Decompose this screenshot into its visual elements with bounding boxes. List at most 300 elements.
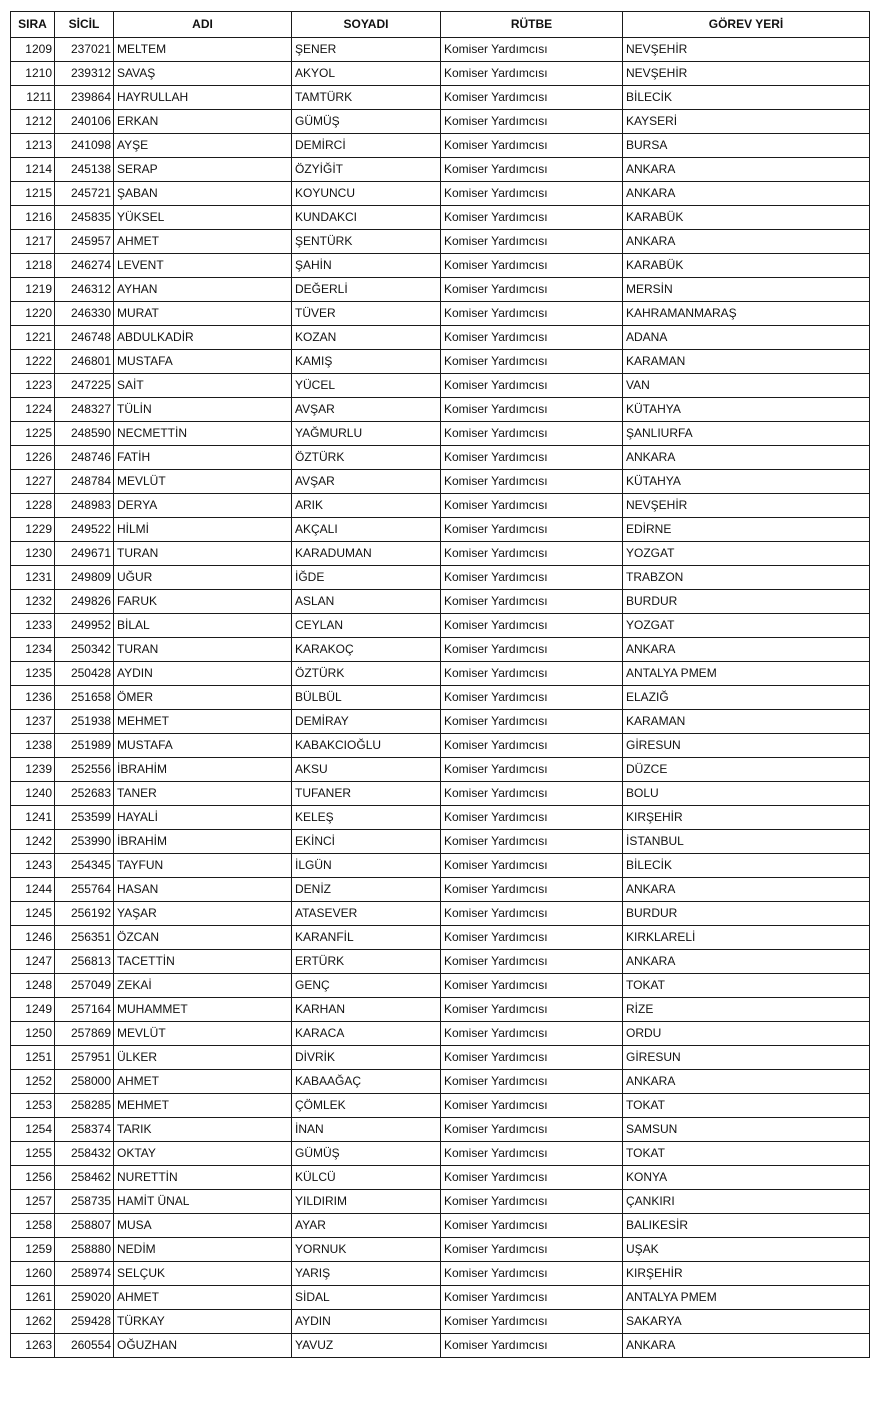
cell-soyadi: ASLAN bbox=[292, 590, 441, 614]
cell-adi: İBRAHİM bbox=[114, 758, 292, 782]
cell-adi: ÖMER bbox=[114, 686, 292, 710]
cell-gorev-yeri: BALIKESİR bbox=[623, 1214, 870, 1238]
cell-sicil: 251658 bbox=[55, 686, 114, 710]
cell-gorev-yeri: UŞAK bbox=[623, 1238, 870, 1262]
cell-adi: İBRAHİM bbox=[114, 830, 292, 854]
cell-sira: 1250 bbox=[11, 1022, 55, 1046]
cell-sicil: 256192 bbox=[55, 902, 114, 926]
cell-rutbe: Komiser Yardımcısı bbox=[441, 974, 623, 998]
table-row bbox=[11, 806, 870, 830]
cell-sira: 1242 bbox=[11, 830, 55, 854]
cell-sicil: 258374 bbox=[55, 1118, 114, 1142]
cell-sira: 1262 bbox=[11, 1310, 55, 1334]
cell-gorev-yeri: ÇANKIRI bbox=[623, 1190, 870, 1214]
cell-rutbe: Komiser Yardımcısı bbox=[441, 878, 623, 902]
cell-adi: AHMET bbox=[114, 1070, 292, 1094]
table-row bbox=[11, 1262, 870, 1286]
cell-gorev-yeri: TOKAT bbox=[623, 974, 870, 998]
cell-sicil: 246312 bbox=[55, 278, 114, 302]
cell-soyadi: AVŞAR bbox=[292, 398, 441, 422]
cell-sira: 1214 bbox=[11, 158, 55, 182]
cell-rutbe: Komiser Yardımcısı bbox=[441, 422, 623, 446]
cell-gorev-yeri: KARABÜK bbox=[623, 254, 870, 278]
table-row bbox=[11, 470, 870, 494]
table-row bbox=[11, 950, 870, 974]
table-row bbox=[11, 902, 870, 926]
cell-rutbe: Komiser Yardımcısı bbox=[441, 398, 623, 422]
table-row bbox=[11, 734, 870, 758]
table-row bbox=[11, 662, 870, 686]
cell-sicil: 257951 bbox=[55, 1046, 114, 1070]
table-row bbox=[11, 494, 870, 518]
cell-gorev-yeri: GİRESUN bbox=[623, 1046, 870, 1070]
table-row bbox=[11, 1214, 870, 1238]
cell-sira: 1233 bbox=[11, 614, 55, 638]
cell-soyadi: ÖZTÜRK bbox=[292, 662, 441, 686]
cell-gorev-yeri: ANKARA bbox=[623, 1070, 870, 1094]
table-row bbox=[11, 542, 870, 566]
cell-adi: TURAN bbox=[114, 638, 292, 662]
header-soyadi: SOYADI bbox=[292, 12, 441, 38]
cell-adi: ÖZCAN bbox=[114, 926, 292, 950]
cell-soyadi: KARHAN bbox=[292, 998, 441, 1022]
cell-gorev-yeri: ANKARA bbox=[623, 638, 870, 662]
cell-sicil: 258000 bbox=[55, 1070, 114, 1094]
table-row bbox=[11, 1070, 870, 1094]
cell-soyadi: ÖZYİĞİT bbox=[292, 158, 441, 182]
cell-sira: 1217 bbox=[11, 230, 55, 254]
cell-sira: 1219 bbox=[11, 278, 55, 302]
cell-sicil: 246748 bbox=[55, 326, 114, 350]
cell-soyadi: İLGÜN bbox=[292, 854, 441, 878]
cell-adi: HAYRULLAH bbox=[114, 86, 292, 110]
table-row bbox=[11, 422, 870, 446]
cell-adi: OĞUZHAN bbox=[114, 1334, 292, 1358]
cell-rutbe: Komiser Yardımcısı bbox=[441, 566, 623, 590]
cell-soyadi: GÜMÜŞ bbox=[292, 110, 441, 134]
cell-gorev-yeri: ANKARA bbox=[623, 950, 870, 974]
cell-sicil: 258432 bbox=[55, 1142, 114, 1166]
cell-gorev-yeri: ANKARA bbox=[623, 878, 870, 902]
cell-gorev-yeri: KARABÜK bbox=[623, 206, 870, 230]
cell-sira: 1210 bbox=[11, 62, 55, 86]
cell-rutbe: Komiser Yardımcısı bbox=[441, 494, 623, 518]
cell-gorev-yeri: ANKARA bbox=[623, 230, 870, 254]
cell-rutbe: Komiser Yardımcısı bbox=[441, 1262, 623, 1286]
cell-sicil: 256813 bbox=[55, 950, 114, 974]
cell-sicil: 248590 bbox=[55, 422, 114, 446]
cell-sicil: 239312 bbox=[55, 62, 114, 86]
cell-sira: 1238 bbox=[11, 734, 55, 758]
cell-sira: 1225 bbox=[11, 422, 55, 446]
cell-rutbe: Komiser Yardımcısı bbox=[441, 734, 623, 758]
table-row bbox=[11, 254, 870, 278]
cell-sicil: 246330 bbox=[55, 302, 114, 326]
cell-adi: OKTAY bbox=[114, 1142, 292, 1166]
cell-rutbe: Komiser Yardımcısı bbox=[441, 1286, 623, 1310]
cell-adi: ERKAN bbox=[114, 110, 292, 134]
cell-soyadi: İĞDE bbox=[292, 566, 441, 590]
cell-soyadi: TÜVER bbox=[292, 302, 441, 326]
cell-rutbe: Komiser Yardımcısı bbox=[441, 998, 623, 1022]
cell-gorev-yeri: GİRESUN bbox=[623, 734, 870, 758]
cell-adi: MEHMET bbox=[114, 1094, 292, 1118]
cell-rutbe: Komiser Yardımcısı bbox=[441, 326, 623, 350]
cell-soyadi: KOZAN bbox=[292, 326, 441, 350]
cell-gorev-yeri: KÜTAHYA bbox=[623, 470, 870, 494]
cell-soyadi: AVŞAR bbox=[292, 470, 441, 494]
cell-rutbe: Komiser Yardımcısı bbox=[441, 1142, 623, 1166]
cell-rutbe: Komiser Yardımcısı bbox=[441, 1094, 623, 1118]
cell-gorev-yeri: EDİRNE bbox=[623, 518, 870, 542]
cell-sira: 1260 bbox=[11, 1262, 55, 1286]
cell-sira: 1241 bbox=[11, 806, 55, 830]
cell-adi: HASAN bbox=[114, 878, 292, 902]
cell-rutbe: Komiser Yardımcısı bbox=[441, 854, 623, 878]
cell-soyadi: ŞENTÜRK bbox=[292, 230, 441, 254]
cell-rutbe: Komiser Yardımcısı bbox=[441, 662, 623, 686]
cell-gorev-yeri: YOZGAT bbox=[623, 614, 870, 638]
cell-adi: TARIK bbox=[114, 1118, 292, 1142]
table-row bbox=[11, 830, 870, 854]
table-row bbox=[11, 638, 870, 662]
cell-rutbe: Komiser Yardımcısı bbox=[441, 806, 623, 830]
cell-gorev-yeri: VAN bbox=[623, 374, 870, 398]
cell-adi: LEVENT bbox=[114, 254, 292, 278]
cell-gorev-yeri: KÜTAHYA bbox=[623, 398, 870, 422]
cell-adi: MUSTAFA bbox=[114, 734, 292, 758]
cell-adi: TACETTİN bbox=[114, 950, 292, 974]
cell-sira: 1239 bbox=[11, 758, 55, 782]
cell-gorev-yeri: TOKAT bbox=[623, 1142, 870, 1166]
cell-gorev-yeri: BİLECİK bbox=[623, 86, 870, 110]
cell-sira: 1246 bbox=[11, 926, 55, 950]
cell-gorev-yeri: ANTALYA PMEM bbox=[623, 662, 870, 686]
cell-soyadi: KUNDAKCI bbox=[292, 206, 441, 230]
cell-rutbe: Komiser Yardımcısı bbox=[441, 182, 623, 206]
cell-rutbe: Komiser Yardımcısı bbox=[441, 1190, 623, 1214]
cell-sicil: 245957 bbox=[55, 230, 114, 254]
cell-sira: 1222 bbox=[11, 350, 55, 374]
table-row bbox=[11, 686, 870, 710]
cell-gorev-yeri: KONYA bbox=[623, 1166, 870, 1190]
cell-sicil: 258285 bbox=[55, 1094, 114, 1118]
cell-sira: 1258 bbox=[11, 1214, 55, 1238]
cell-adi: SAVAŞ bbox=[114, 62, 292, 86]
cell-sicil: 258974 bbox=[55, 1262, 114, 1286]
table-row bbox=[11, 206, 870, 230]
cell-sira: 1232 bbox=[11, 590, 55, 614]
table-row bbox=[11, 446, 870, 470]
cell-gorev-yeri: BOLU bbox=[623, 782, 870, 806]
cell-sira: 1245 bbox=[11, 902, 55, 926]
cell-adi: HAMİT ÜNAL bbox=[114, 1190, 292, 1214]
header-row bbox=[11, 12, 870, 38]
cell-sira: 1224 bbox=[11, 398, 55, 422]
header-gorev-yeri: GÖREV YERİ bbox=[623, 12, 870, 38]
cell-sicil: 260554 bbox=[55, 1334, 114, 1358]
cell-gorev-yeri: SAMSUN bbox=[623, 1118, 870, 1142]
cell-soyadi: EKİNCİ bbox=[292, 830, 441, 854]
cell-rutbe: Komiser Yardımcısı bbox=[441, 86, 623, 110]
cell-adi: FATİH bbox=[114, 446, 292, 470]
cell-sicil: 251989 bbox=[55, 734, 114, 758]
cell-soyadi: YAĞMURLU bbox=[292, 422, 441, 446]
table-row bbox=[11, 38, 870, 62]
header-sicil: SİCİL bbox=[55, 12, 114, 38]
table-row bbox=[11, 758, 870, 782]
cell-adi: YÜKSEL bbox=[114, 206, 292, 230]
table-row bbox=[11, 1046, 870, 1070]
table-row bbox=[11, 710, 870, 734]
cell-rutbe: Komiser Yardımcısı bbox=[441, 1070, 623, 1094]
cell-sira: 1252 bbox=[11, 1070, 55, 1094]
cell-sicil: 258807 bbox=[55, 1214, 114, 1238]
table-row bbox=[11, 230, 870, 254]
cell-sicil: 247225 bbox=[55, 374, 114, 398]
cell-rutbe: Komiser Yardımcısı bbox=[441, 110, 623, 134]
cell-gorev-yeri: BURSA bbox=[623, 134, 870, 158]
cell-adi: ABDULKADİR bbox=[114, 326, 292, 350]
cell-sicil: 239864 bbox=[55, 86, 114, 110]
cell-sira: 1209 bbox=[11, 38, 55, 62]
cell-adi: TURAN bbox=[114, 542, 292, 566]
cell-adi: SELÇUK bbox=[114, 1262, 292, 1286]
cell-sicil: 252556 bbox=[55, 758, 114, 782]
cell-sira: 1256 bbox=[11, 1166, 55, 1190]
cell-gorev-yeri: TOKAT bbox=[623, 1094, 870, 1118]
cell-sicil: 249826 bbox=[55, 590, 114, 614]
table-row bbox=[11, 1238, 870, 1262]
cell-adi: AHMET bbox=[114, 230, 292, 254]
cell-rutbe: Komiser Yardımcısı bbox=[441, 542, 623, 566]
cell-adi: ŞABAN bbox=[114, 182, 292, 206]
cell-adi: BİLAL bbox=[114, 614, 292, 638]
cell-soyadi: KARACA bbox=[292, 1022, 441, 1046]
cell-soyadi: ERTÜRK bbox=[292, 950, 441, 974]
table-row bbox=[11, 926, 870, 950]
table-row bbox=[11, 158, 870, 182]
cell-rutbe: Komiser Yardımcısı bbox=[441, 782, 623, 806]
table-row bbox=[11, 1118, 870, 1142]
cell-sira: 1259 bbox=[11, 1238, 55, 1262]
cell-sicil: 245835 bbox=[55, 206, 114, 230]
cell-rutbe: Komiser Yardımcısı bbox=[441, 710, 623, 734]
cell-sira: 1237 bbox=[11, 710, 55, 734]
cell-rutbe: Komiser Yardımcısı bbox=[441, 206, 623, 230]
table-row bbox=[11, 1142, 870, 1166]
cell-sicil: 259020 bbox=[55, 1286, 114, 1310]
cell-sicil: 250428 bbox=[55, 662, 114, 686]
cell-sicil: 253599 bbox=[55, 806, 114, 830]
header-sira: SIRA bbox=[11, 12, 55, 38]
cell-rutbe: Komiser Yardımcısı bbox=[441, 446, 623, 470]
cell-rutbe: Komiser Yardımcısı bbox=[441, 230, 623, 254]
cell-soyadi: KAMIŞ bbox=[292, 350, 441, 374]
cell-sicil: 237021 bbox=[55, 38, 114, 62]
cell-soyadi: KABAAĞAÇ bbox=[292, 1070, 441, 1094]
cell-gorev-yeri: İSTANBUL bbox=[623, 830, 870, 854]
table-row bbox=[11, 134, 870, 158]
cell-sicil: 248784 bbox=[55, 470, 114, 494]
cell-adi: HİLMİ bbox=[114, 518, 292, 542]
cell-rutbe: Komiser Yardımcısı bbox=[441, 278, 623, 302]
cell-gorev-yeri: ELAZIĞ bbox=[623, 686, 870, 710]
cell-adi: MEVLÜT bbox=[114, 1022, 292, 1046]
table-row bbox=[11, 1022, 870, 1046]
cell-adi: DERYA bbox=[114, 494, 292, 518]
cell-soyadi: ATASEVER bbox=[292, 902, 441, 926]
cell-gorev-yeri: KARAMAN bbox=[623, 350, 870, 374]
table-row bbox=[11, 1310, 870, 1334]
cell-sira: 1218 bbox=[11, 254, 55, 278]
cell-rutbe: Komiser Yardımcısı bbox=[441, 518, 623, 542]
cell-sira: 1213 bbox=[11, 134, 55, 158]
cell-soyadi: ŞAHİN bbox=[292, 254, 441, 278]
cell-soyadi: İNAN bbox=[292, 1118, 441, 1142]
cell-soyadi: AKYOL bbox=[292, 62, 441, 86]
cell-soyadi: KARANFİL bbox=[292, 926, 441, 950]
cell-adi: SAİT bbox=[114, 374, 292, 398]
cell-sira: 1220 bbox=[11, 302, 55, 326]
cell-gorev-yeri: NEVŞEHİR bbox=[623, 38, 870, 62]
cell-soyadi: DEMİRCİ bbox=[292, 134, 441, 158]
cell-soyadi: AYAR bbox=[292, 1214, 441, 1238]
cell-gorev-yeri: KAHRAMANMARAŞ bbox=[623, 302, 870, 326]
cell-sicil: 240106 bbox=[55, 110, 114, 134]
cell-soyadi: AKSU bbox=[292, 758, 441, 782]
cell-rutbe: Komiser Yardımcısı bbox=[441, 62, 623, 86]
cell-rutbe: Komiser Yardımcısı bbox=[441, 830, 623, 854]
cell-sira: 1228 bbox=[11, 494, 55, 518]
table-row bbox=[11, 854, 870, 878]
cell-sicil: 250342 bbox=[55, 638, 114, 662]
cell-rutbe: Komiser Yardımcısı bbox=[441, 638, 623, 662]
cell-adi: ZEKAİ bbox=[114, 974, 292, 998]
cell-gorev-yeri: KIRŞEHİR bbox=[623, 806, 870, 830]
cell-rutbe: Komiser Yardımcısı bbox=[441, 950, 623, 974]
cell-soyadi: DENİZ bbox=[292, 878, 441, 902]
cell-soyadi: CEYLAN bbox=[292, 614, 441, 638]
cell-adi: FARUK bbox=[114, 590, 292, 614]
cell-gorev-yeri: ANKARA bbox=[623, 158, 870, 182]
cell-sicil: 249671 bbox=[55, 542, 114, 566]
cell-adi: AHMET bbox=[114, 1286, 292, 1310]
cell-soyadi: DEMİRAY bbox=[292, 710, 441, 734]
table-row bbox=[11, 518, 870, 542]
cell-sira: 1249 bbox=[11, 998, 55, 1022]
cell-sira: 1243 bbox=[11, 854, 55, 878]
cell-adi: HAYALİ bbox=[114, 806, 292, 830]
cell-rutbe: Komiser Yardımcısı bbox=[441, 1118, 623, 1142]
cell-sicil: 248983 bbox=[55, 494, 114, 518]
cell-sicil: 252683 bbox=[55, 782, 114, 806]
cell-adi: TANER bbox=[114, 782, 292, 806]
cell-sira: 1254 bbox=[11, 1118, 55, 1142]
cell-sicil: 253990 bbox=[55, 830, 114, 854]
cell-adi: MELTEM bbox=[114, 38, 292, 62]
table-row bbox=[11, 1190, 870, 1214]
cell-sira: 1235 bbox=[11, 662, 55, 686]
cell-sicil: 249809 bbox=[55, 566, 114, 590]
cell-sicil: 248327 bbox=[55, 398, 114, 422]
cell-rutbe: Komiser Yardımcısı bbox=[441, 758, 623, 782]
cell-adi: AYŞE bbox=[114, 134, 292, 158]
cell-sira: 1230 bbox=[11, 542, 55, 566]
personnel-table bbox=[10, 11, 870, 1358]
cell-sira: 1226 bbox=[11, 446, 55, 470]
table-row bbox=[11, 1286, 870, 1310]
cell-adi: NEDİM bbox=[114, 1238, 292, 1262]
cell-adi: TÜRKAY bbox=[114, 1310, 292, 1334]
cell-gorev-yeri: KIRKLARELİ bbox=[623, 926, 870, 950]
cell-adi: NURETTİN bbox=[114, 1166, 292, 1190]
cell-gorev-yeri: KIRŞEHİR bbox=[623, 1262, 870, 1286]
table-row bbox=[11, 398, 870, 422]
table-row bbox=[11, 782, 870, 806]
table-row bbox=[11, 566, 870, 590]
cell-sira: 1255 bbox=[11, 1142, 55, 1166]
cell-rutbe: Komiser Yardımcısı bbox=[441, 1238, 623, 1262]
cell-sira: 1244 bbox=[11, 878, 55, 902]
cell-gorev-yeri: KAYSERİ bbox=[623, 110, 870, 134]
cell-sira: 1251 bbox=[11, 1046, 55, 1070]
cell-soyadi: YÜCEL bbox=[292, 374, 441, 398]
cell-adi: MEVLÜT bbox=[114, 470, 292, 494]
cell-adi: YAŞAR bbox=[114, 902, 292, 926]
cell-sira: 1211 bbox=[11, 86, 55, 110]
cell-soyadi: SİDAL bbox=[292, 1286, 441, 1310]
cell-sira: 1215 bbox=[11, 182, 55, 206]
table-row bbox=[11, 1166, 870, 1190]
cell-sira: 1240 bbox=[11, 782, 55, 806]
cell-adi: MUSA bbox=[114, 1214, 292, 1238]
table-body bbox=[11, 38, 870, 1358]
cell-rutbe: Komiser Yardımcısı bbox=[441, 902, 623, 926]
cell-adi: AYDIN bbox=[114, 662, 292, 686]
cell-sicil: 245721 bbox=[55, 182, 114, 206]
cell-sira: 1236 bbox=[11, 686, 55, 710]
cell-rutbe: Komiser Yardımcısı bbox=[441, 302, 623, 326]
cell-rutbe: Komiser Yardımcısı bbox=[441, 686, 623, 710]
cell-adi: ÜLKER bbox=[114, 1046, 292, 1070]
cell-sicil: 257049 bbox=[55, 974, 114, 998]
cell-soyadi: GÜMÜŞ bbox=[292, 1142, 441, 1166]
cell-sicil: 246274 bbox=[55, 254, 114, 278]
cell-gorev-yeri: NEVŞEHİR bbox=[623, 62, 870, 86]
cell-gorev-yeri: SAKARYA bbox=[623, 1310, 870, 1334]
table-row bbox=[11, 326, 870, 350]
cell-rutbe: Komiser Yardımcısı bbox=[441, 590, 623, 614]
cell-sicil: 249952 bbox=[55, 614, 114, 638]
table-row bbox=[11, 374, 870, 398]
cell-soyadi: AKÇALI bbox=[292, 518, 441, 542]
cell-soyadi: YILDIRIM bbox=[292, 1190, 441, 1214]
table-row bbox=[11, 590, 870, 614]
cell-adi: NECMETTİN bbox=[114, 422, 292, 446]
table-row bbox=[11, 86, 870, 110]
cell-sicil: 256351 bbox=[55, 926, 114, 950]
cell-gorev-yeri: ANTALYA PMEM bbox=[623, 1286, 870, 1310]
cell-sira: 1221 bbox=[11, 326, 55, 350]
cell-soyadi: KARAKOÇ bbox=[292, 638, 441, 662]
cell-sira: 1212 bbox=[11, 110, 55, 134]
cell-soyadi: ÇÖMLEK bbox=[292, 1094, 441, 1118]
cell-sira: 1227 bbox=[11, 470, 55, 494]
cell-sicil: 241098 bbox=[55, 134, 114, 158]
cell-sicil: 259428 bbox=[55, 1310, 114, 1334]
cell-adi: AYHAN bbox=[114, 278, 292, 302]
